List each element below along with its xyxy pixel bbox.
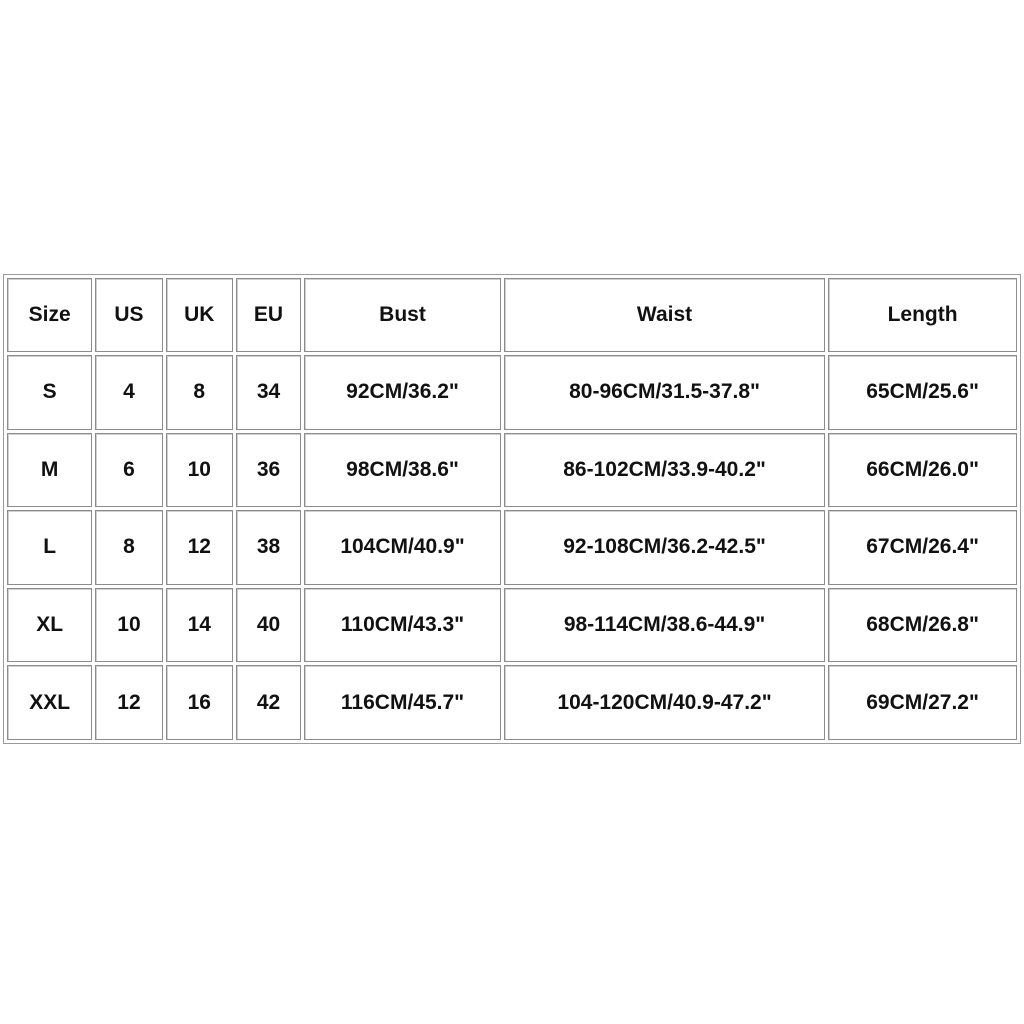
header-waist: Waist	[504, 278, 825, 352]
cell-waist: 104-120CM/40.9-47.2"	[504, 665, 825, 740]
cell-us: 12	[95, 665, 162, 740]
table-row	[7, 588, 1017, 663]
header-bust: Bust	[304, 278, 501, 352]
cell-bust: 92CM/36.2"	[304, 355, 501, 430]
cell-eu: 38	[236, 510, 301, 585]
cell-uk: 12	[166, 510, 233, 585]
cell-us: 6	[95, 433, 162, 508]
header-size: Size	[7, 278, 92, 352]
cell-length: 68CM/26.8"	[828, 588, 1017, 663]
cell-eu: 42	[236, 665, 301, 740]
cell-bust: 110CM/43.3"	[304, 588, 501, 663]
cell-uk: 16	[166, 665, 233, 740]
header-uk: UK	[166, 278, 233, 352]
table-row	[7, 665, 1017, 740]
cell-length: 69CM/27.2"	[828, 665, 1017, 740]
header-row	[7, 278, 1017, 352]
table-row	[7, 355, 1017, 430]
cell-eu: 34	[236, 355, 301, 430]
cell-bust: 116CM/45.7"	[304, 665, 501, 740]
cell-bust: 104CM/40.9"	[304, 510, 501, 585]
cell-us: 4	[95, 355, 162, 430]
cell-us: 8	[95, 510, 162, 585]
header-us: US	[95, 278, 162, 352]
cell-length: 65CM/25.6"	[828, 355, 1017, 430]
cell-size: L	[7, 510, 92, 585]
cell-eu: 40	[236, 588, 301, 663]
header-length: Length	[828, 278, 1017, 352]
cell-length: 67CM/26.4"	[828, 510, 1017, 585]
cell-us: 10	[95, 588, 162, 663]
cell-size: S	[7, 355, 92, 430]
table-row	[7, 433, 1017, 508]
cell-uk: 14	[166, 588, 233, 663]
cell-eu: 36	[236, 433, 301, 508]
header-eu: EU	[236, 278, 301, 352]
cell-uk: 8	[166, 355, 233, 430]
cell-waist: 98-114CM/38.6-44.9"	[504, 588, 825, 663]
table-row	[7, 510, 1017, 585]
cell-size: XL	[7, 588, 92, 663]
cell-uk: 10	[166, 433, 233, 508]
size-chart-table	[3, 274, 1021, 744]
cell-waist: 92-108CM/36.2-42.5"	[504, 510, 825, 585]
cell-waist: 86-102CM/33.9-40.2"	[504, 433, 825, 508]
cell-size: M	[7, 433, 92, 508]
cell-length: 66CM/26.0"	[828, 433, 1017, 508]
cell-bust: 98CM/38.6"	[304, 433, 501, 508]
cell-waist: 80-96CM/31.5-37.8"	[504, 355, 825, 430]
cell-size: XXL	[7, 665, 92, 740]
